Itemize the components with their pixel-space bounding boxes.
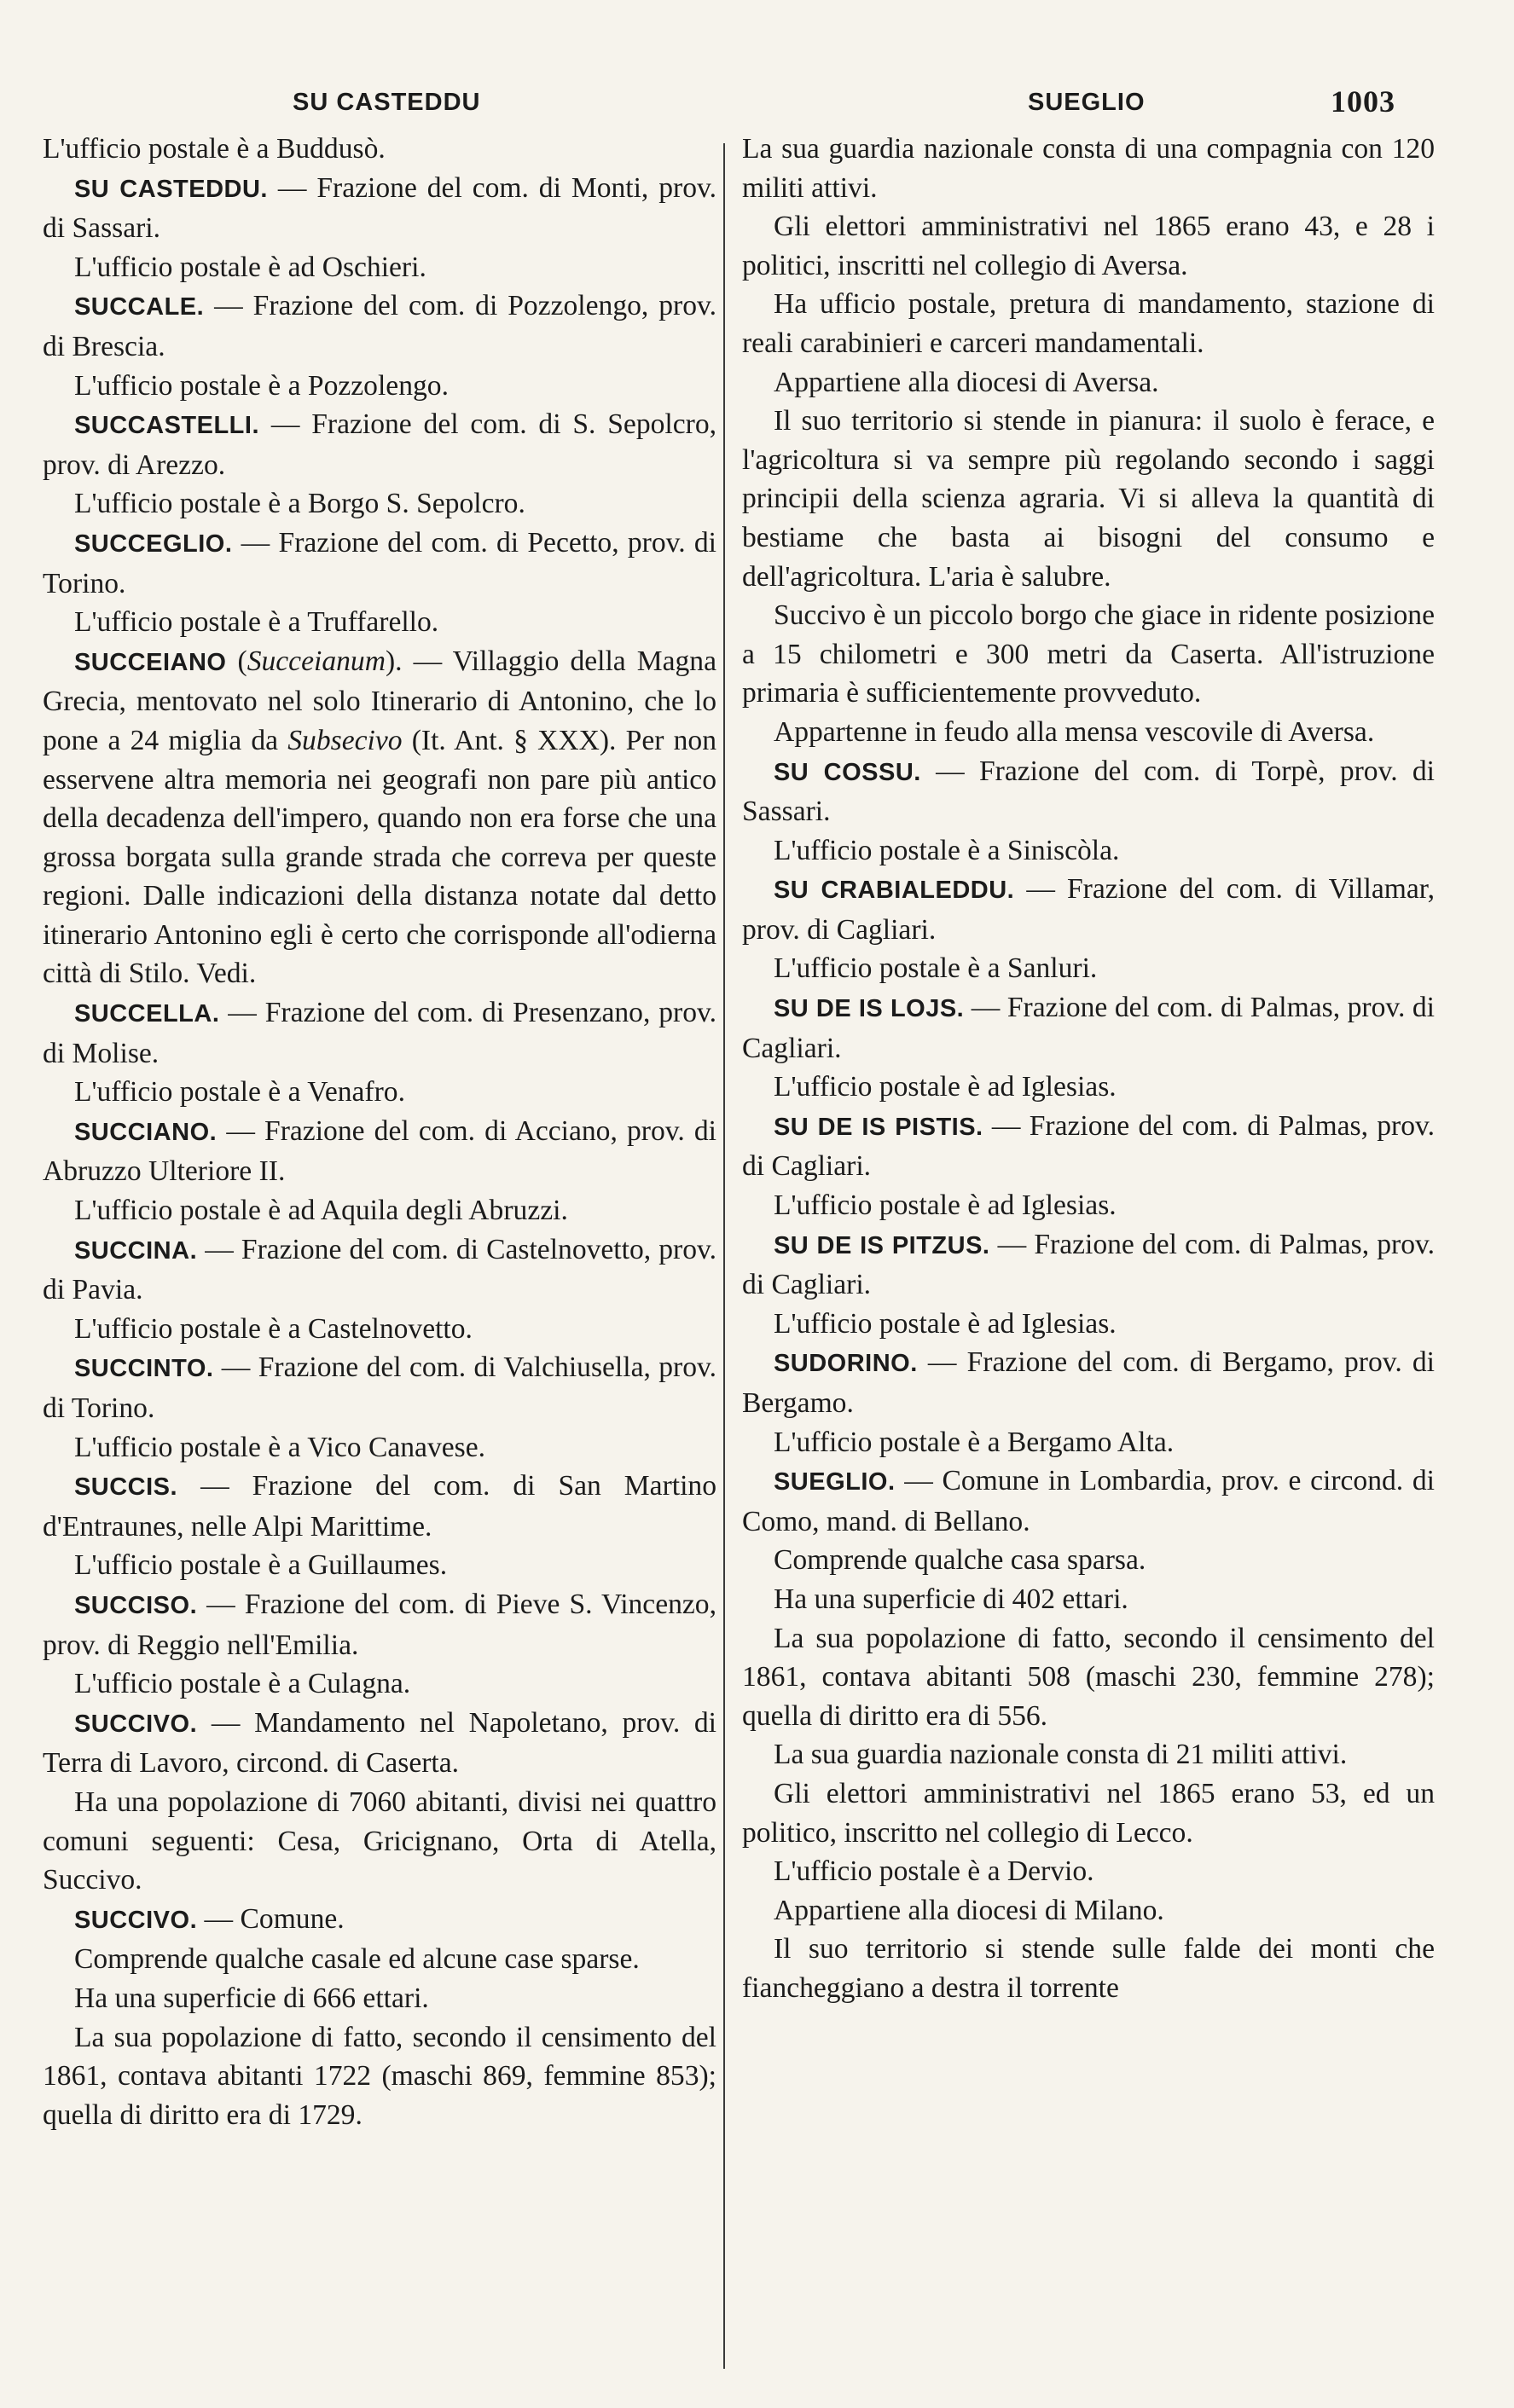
- gazetteer-entry: [742, 1462, 1435, 1541]
- paragraph-text: L'ufficio postale è a Venafro.: [73, 1076, 405, 1108]
- paragraph: [742, 1619, 1435, 1736]
- paragraph-text: Ha una superficie di 666 ettari.: [73, 1982, 429, 2014]
- entry-text: — Frazione del com. di Palmas, prov. di Cagliari.: [742, 1228, 1435, 1301]
- gazetteer-entry: [43, 1704, 716, 1783]
- gazetteer-entry: SUCCEIANO (Succeianum). — Villaggio della Magna Grecia, mentovato nel solo Itinerario di Antonino, che lo pone a 24 miglia da Subsecivo (It. Ant. § XXX). Per non esservene altra memoria nei geografi non pare più antico della decadenza dell'impero, quando non era forse che una grossa borgata sulla grande strada che correva per queste regioni. Dalle indicazioni della distanza notate dal detto itinerario Antonino egli è certo che corrisponde all'odierna città di Stilo. Vedi.: [43, 645, 716, 990]
- paragraph-text: Comprende qualche casa sparsa.: [773, 1544, 1146, 1577]
- entry-text: — Frazione del com. di Bergamo, prov. di Bergamo.: [742, 1346, 1435, 1419]
- paragraph-text: L'ufficio postale è ad Aquila degli Abruzzi.: [73, 1195, 568, 1227]
- paragraph: [43, 1428, 716, 1467]
- paragraph: [43, 1310, 716, 1349]
- entry-term: SU COSSU.: [773, 758, 921, 786]
- paragraph: [742, 363, 1435, 402]
- entry-term: SUCCIVO.: [73, 1906, 198, 1934]
- gazetteer-entry: [43, 1230, 716, 1310]
- paragraph: [742, 713, 1435, 752]
- latin-name: Subsecivo: [287, 724, 403, 756]
- entry-term: SUDORINO.: [773, 1350, 918, 1378]
- paragraph: [742, 1186, 1435, 1225]
- entry-term: SUCCASTELLI.: [73, 412, 260, 440]
- paragraph-text: Gli elettori amministrativi nel 1865 erano 43, e 28 i politici, inscritti nel collegio di Aversa.: [742, 211, 1435, 281]
- paragraph: [742, 1774, 1435, 1852]
- paragraph-text: Appartiene alla diocesi di Milano.: [773, 1894, 1164, 1926]
- paragraph: [43, 484, 716, 524]
- gazetteer-entry: [43, 1900, 716, 1941]
- right-column: [742, 130, 1435, 2008]
- paragraph: [742, 1735, 1435, 1774]
- paragraph: [43, 1546, 716, 1585]
- gazetteer-entry: [43, 1467, 716, 1546]
- paragraph: [43, 367, 716, 406]
- paragraph-text: L'ufficio postale è a Pozzolengo.: [73, 369, 449, 402]
- paragraph-text: L'ufficio postale è ad Iglesias.: [773, 1071, 1117, 1103]
- paragraph: [742, 1930, 1435, 2007]
- paragraph-text: L'ufficio postale è a Guillaumes.: [73, 1549, 448, 1582]
- left-column: [43, 130, 716, 2134]
- paragraph: [742, 1541, 1435, 1580]
- paragraph: [742, 207, 1435, 285]
- paragraph-text: L'ufficio postale è a Castelnovetto.: [73, 1312, 473, 1345]
- paragraph: [43, 1664, 716, 1704]
- paragraph-text: Ha ufficio postale, pretura di mandamento, stazione di reali carabinieri e carceri mandamentali.: [742, 288, 1435, 359]
- paragraph: [43, 1783, 716, 1900]
- paragraph: [742, 1891, 1435, 1930]
- paragraph-text: L'ufficio postale è a Truffarello.: [73, 606, 439, 639]
- entry-text: — Frazione del com. di Pozzolengo, prov. di Brescia.: [43, 290, 716, 362]
- entry-term: SUCCEIANO: [73, 648, 227, 676]
- entry-term: SUCCINTO.: [73, 1355, 214, 1383]
- paragraph: [43, 248, 716, 287]
- paragraph-text: La sua guardia nazionale consta di 21 militi attivi.: [773, 1739, 1348, 1771]
- paragraph: [742, 1852, 1435, 1891]
- entry-term: SU CASTEDDU.: [73, 175, 268, 203]
- paragraph-text: Appartenne in feudo alla mensa vescovile di Aversa.: [773, 715, 1375, 748]
- gazetteer-entry: [43, 169, 716, 248]
- gazetteer-entry: [742, 1343, 1435, 1422]
- paragraph-text: Gli elettori amministrativi nel 1865 erano 53, ed un politico, inscritto nel collegio di Lecco.: [742, 1777, 1435, 1849]
- paragraph-text: Succivo è un piccolo borgo che giace in ridente posizione a 15 chilometri e 300 metri da Caserta. All'istruzione primaria è sufficientemente provveduto.: [742, 599, 1435, 709]
- gazetteer-entry: [43, 524, 716, 603]
- entry-text: — Frazione del com. di Palmas, prov. di Cagliari.: [742, 992, 1435, 1064]
- paragraph: [742, 831, 1435, 871]
- gazetteer-entry: [43, 1585, 716, 1664]
- entry-term: SUCCIVO.: [73, 1710, 198, 1738]
- continued-paragraph: [742, 130, 1435, 207]
- gazetteer-entry: [742, 870, 1435, 949]
- paragraph-text: L'ufficio postale è a Vico Canavese.: [73, 1431, 485, 1463]
- gazetteer-entry: [742, 1107, 1435, 1186]
- entry-text: — Frazione del com. di San Martino d'Entraunes, nelle Alpi Marittime.: [43, 1470, 716, 1543]
- paragraph-text: L'ufficio postale è a Buddusò.: [43, 133, 386, 165]
- entry-term: SUCCIS.: [73, 1473, 178, 1502]
- paragraph-text: L'ufficio postale è a Culagna.: [73, 1668, 411, 1700]
- paragraph-text: L'ufficio postale è a Sanluri.: [773, 952, 1098, 985]
- paragraph: [742, 1423, 1435, 1462]
- entry-term: SU DE IS PITZUS.: [773, 1231, 990, 1259]
- paragraph: [43, 1191, 716, 1230]
- entry-text: — Frazione del com. di Presenzano, prov. di Molise.: [43, 997, 716, 1069]
- paragraph-text: Appartiene alla diocesi di Aversa.: [773, 366, 1159, 398]
- entry-text: — Frazione del com. di Palmas, prov. di Cagliari.: [742, 1109, 1436, 1183]
- paragraph: [43, 1940, 716, 1979]
- gazetteer-entry: [43, 405, 716, 484]
- entry-term: SU DE IS LOJS.: [773, 995, 965, 1023]
- entry-text: (It. Ant. § XXX). Per non esservene altra memoria nei geografi non pare più antico della decadenza dell'impero, quando non era forse che una grossa borgata sulla grande strada che correva per queste regioni. Dalle indicazioni della distanza notate dal detto itinerario Antonino egli è certo che corrisponde all'odierna città di Stilo. Vedi.: [43, 724, 716, 990]
- running-header: [128, 84, 1441, 130]
- paragraph-text: L'ufficio postale è a Dervio.: [773, 1855, 1094, 1888]
- latin-name: Succeianum: [247, 645, 386, 677]
- paragraph-text: La sua guardia nazionale consta di una compagnia con 120 militi attivi.: [742, 133, 1435, 204]
- entry-text: — Frazione del com. di Monti, prov. di Sassari.: [43, 171, 716, 245]
- entry-term: SU CRABIALEDDU.: [773, 877, 1015, 905]
- header-right-term: SUEGLIO: [1028, 89, 1146, 116]
- paragraph-text: L'ufficio postale è ad Iglesias.: [773, 1190, 1117, 1222]
- entry-term: SUCCELLA.: [73, 1000, 220, 1028]
- paragraph: [43, 1073, 716, 1112]
- entry-text: — Frazione del com. di Acciano, prov. di Abruzzo Ulteriore II.: [43, 1114, 716, 1188]
- paragraph: [43, 1979, 716, 2018]
- paragraph-text: Ha una superficie di 402 ettari.: [773, 1583, 1128, 1615]
- entry-term: SUCCIANO.: [73, 1118, 218, 1146]
- paragraph: [43, 2018, 716, 2135]
- paragraph-text: L'ufficio postale è a Siniscòla.: [773, 834, 1120, 866]
- gazetteer-entry: [43, 1348, 716, 1427]
- entry-text: — Frazione del com. di Torpè, prov. di Sassari.: [742, 755, 1435, 828]
- paragraph: [742, 1068, 1435, 1107]
- entry-text: — Frazione del com. di S. Sepolcro, prov. di Arezzo.: [43, 408, 716, 481]
- column-divider: [723, 143, 725, 2369]
- entry-text: — Frazione del com. di Valchiusella, prov. di Torino.: [43, 1352, 716, 1424]
- entry-term: SUCCISO.: [73, 1591, 198, 1619]
- entry-text: — Comune.: [197, 1902, 345, 1935]
- paragraph-text: Il suo territorio si stende sulle falde dei monti che fiancheggiano a destra il torrente: [742, 1933, 1435, 2004]
- gazetteer-entry: [43, 287, 716, 366]
- paragraph: [742, 949, 1435, 988]
- gazetteer-entry: [43, 993, 716, 1073]
- paragraph: [742, 1305, 1435, 1344]
- paragraph: [742, 596, 1435, 713]
- paragraph-text: L'ufficio postale è ad Oschieri.: [73, 251, 426, 283]
- entry-term: SUEGLIO.: [773, 1468, 896, 1496]
- paragraph: [742, 402, 1435, 596]
- entry-text: — Mandamento nel Napoletano, prov. di Terra di Lavoro, circond. di Caserta.: [43, 1706, 716, 1780]
- entry-term: SUCCINA.: [73, 1236, 198, 1265]
- entry-text: — Frazione del com. di Pieve S. Vincenzo, prov. di Reggio nell'Emilia.: [43, 1588, 716, 1661]
- entry-text: — Frazione del com. di Villamar, prov. di Cagliari.: [742, 873, 1435, 946]
- paragraph-text: Comprende qualche casale ed alcune case sparse.: [73, 1943, 640, 1976]
- gazetteer-entry: [742, 1225, 1435, 1305]
- continued-paragraph: [43, 130, 716, 169]
- entry-text: — Comune in Lombardia, prov. e circond. di Como, mand. di Bellano.: [742, 1465, 1435, 1537]
- entry-term: SUCCALE.: [73, 293, 205, 321]
- entry-term: SU DE IS PISTIS.: [773, 1113, 983, 1141]
- paragraph-text: L'ufficio postale è a Borgo S. Sepolcro.: [73, 488, 525, 520]
- gazetteer-entry: [742, 752, 1435, 831]
- entry-text: — Frazione del com. di Pecetto, prov. di Torino.: [43, 526, 716, 599]
- header-left-term: SU CASTEDDU: [293, 89, 481, 116]
- entry-term: SUCCEGLIO.: [73, 530, 233, 558]
- entry-text: — Frazione del com. di Castelnovetto, prov. di Pavia.: [43, 1233, 716, 1306]
- paragraph-text: L'ufficio postale è a Bergamo Alta.: [773, 1426, 1175, 1458]
- entry-text: — Villaggio della Magna Grecia, mentovato nel solo Itinerario di Antonino, che lo pone a 24 miglia da: [43, 645, 716, 756]
- paragraph-text: Il suo territorio si stende in pianura: il suolo è ferace, e l'agricoltura si va sempre più regolando secondo i saggi principii della scienza agraria. Vi si alleva la quantità di bestiame che basta ai bisogni del consumo e dell'agricoltura. L'aria è salubre.: [742, 405, 1435, 593]
- paragraph-text: La sua popolazione di fatto, secondo il censimento del 1861, contava abitanti 508 (maschi 230, femmine 278); quella di diritto era di 556.: [742, 1622, 1435, 1732]
- gazetteer-entry: [742, 988, 1435, 1068]
- paragraph-text: L'ufficio postale è ad Iglesias.: [773, 1307, 1117, 1340]
- paragraph: [43, 603, 716, 642]
- paragraph-text: Ha una popolazione di 7060 abitanti, divisi nei quattro comuni seguenti: Cesa, Gricignano, Orta di Atella, Succivo.: [43, 1786, 716, 1896]
- paragraph: [742, 1580, 1435, 1619]
- paragraph: [742, 285, 1435, 362]
- gazetteer-entry: [43, 1112, 716, 1191]
- paragraph-text: La sua popolazione di fatto, secondo il censimento del 1861, contava abitanti 1722 (maschi 869, femmine 853); quella di diritto era di 1729.: [43, 2021, 716, 2131]
- page-number: 1003: [1331, 84, 1395, 119]
